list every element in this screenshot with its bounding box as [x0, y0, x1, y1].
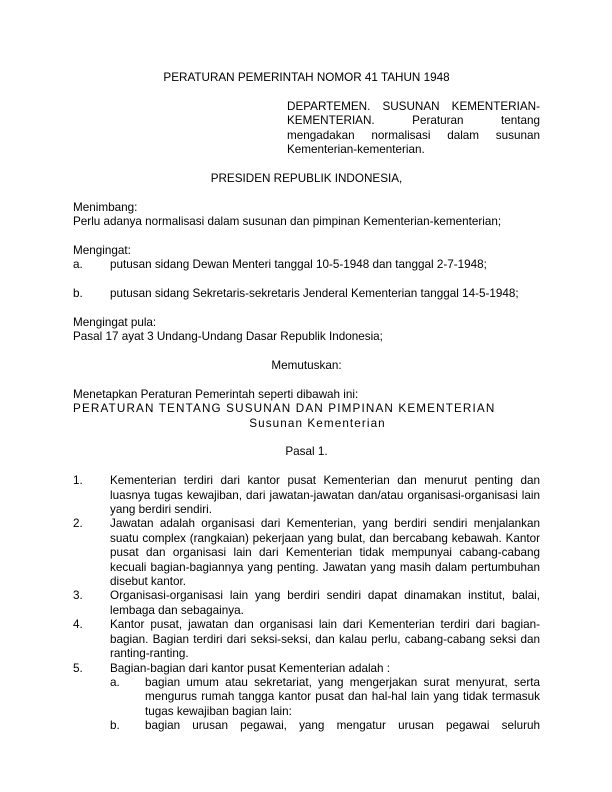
- article-item-3: [73, 589, 540, 618]
- menimbang-label: Menimbang:: [73, 200, 138, 214]
- menetapkan-line: Menetapkan Peraturan Pemerintah seperti dibawah ini:: [73, 387, 359, 401]
- list-marker: 1.: [73, 474, 83, 488]
- article-subitem-a: [110, 676, 540, 719]
- list-text: Jawatan adalah organisasi dari Kementerian, yang berdiri sendiri menjalankan suatu complex (rangkaian) pekerjaan yang bulat, dan bercabang kebawah. Kantor pusat dan organisasi lain dari Kementerian tidak mempunyai cabang-cabang kecuali bagian-bagiannya yang penting. Jawatan yang masih dalam pertumbuhan disebut kantor.: [110, 517, 540, 589]
- list-marker: 3.: [73, 589, 83, 603]
- article-item-4: [73, 618, 540, 661]
- mengingat-item-b: [73, 287, 540, 301]
- list-text: Kementerian terdiri dari kantor pusat Kementerian dan menurut penting dan luasnya tugas kewajiban, dari jawatan-jawatan dan/atau organisasi-organisasi lain yang berdiri sendiri.: [110, 474, 540, 517]
- list-text: bagian umum atau sekretariat, yang mengerjakan surat menyurat, serta mengurus rumah tangga kantor pusat dan hal-hal lain yang tidak termasuk tugas kewajiban bagian lain:: [145, 675, 540, 718]
- mengingat-pula-label: Mengingat pula:: [73, 315, 157, 329]
- list-marker: 2.: [73, 517, 83, 531]
- memutuskan-line: Memutuskan:: [271, 359, 342, 373]
- article-item-5-sublist: [110, 676, 540, 734]
- list-marker: a.: [73, 258, 83, 272]
- mengingat-pula-text: Pasal 17 ayat 3 Undang-Undang Dasar Republik Indonesia;: [73, 330, 383, 344]
- section-title: Susunan Kementerian: [249, 416, 386, 430]
- list-marker: 4.: [73, 618, 83, 632]
- menimbang-text: Perlu adanya normalisasi dalam susunan dan pimpinan Kementerian-kementerian;: [73, 215, 502, 229]
- article-item-1: [73, 474, 540, 517]
- mengingat-label: Mengingat:: [73, 243, 131, 257]
- list-marker: b.: [110, 719, 120, 733]
- regulation-title: PERATURAN TENTANG SUSUNAN DAN PIMPINAN KEMENTERIAN: [73, 402, 496, 416]
- list-text: bagian urusan pegawai, yang mengatur urusan pegawai seluruh: [145, 719, 540, 733]
- list-text: Kantor pusat, jawatan dan organisasi lain dari Kementerian terdiri dari bagian-bagian. Bagian terdiri dari seksi-seksi, dan kalau perlu, cabang-cabang seksi dan ranting-ranting.: [110, 618, 540, 661]
- list-marker: 5.: [73, 661, 83, 675]
- doc-title: PERATURAN PEMERINTAH NOMOR 41 TAHUN 1948: [163, 71, 450, 84]
- list-marker: b.: [73, 287, 83, 301]
- article-item-2: [73, 517, 540, 589]
- list-text: Bagian-bagian dari kantor pusat Kementerian adalah :: [110, 661, 391, 675]
- subject-block: DEPARTEMEN. SUSUNAN KEMENTERIAN-KEMENTERIAN. Peraturan tentang mengadakan normalisasi dalam susunan Kementerian-kementerian.: [287, 99, 540, 157]
- list-text: Organisasi-organisasi lain yang berdiri sendiri dapat dinamakan institut, balai, lembaga dan sebagainya.: [110, 589, 540, 617]
- issuer-line: PRESIDEN REPUBLIK INDONESIA,: [210, 171, 403, 185]
- article-subitem-b: [110, 719, 540, 733]
- list-text: putusan sidang Dewan Menteri tanggal 10-5-1948 dan tanggal 2-7-1948;: [110, 258, 487, 272]
- mengingat-item-a: [73, 258, 540, 272]
- article-item-5: [73, 662, 540, 676]
- article-heading: Pasal 1.: [285, 445, 328, 459]
- list-marker: a.: [110, 675, 120, 689]
- list-text: putusan sidang Sekretaris-sekretaris Jenderal Kementerian tanggal 14-5-1948;: [110, 287, 519, 301]
